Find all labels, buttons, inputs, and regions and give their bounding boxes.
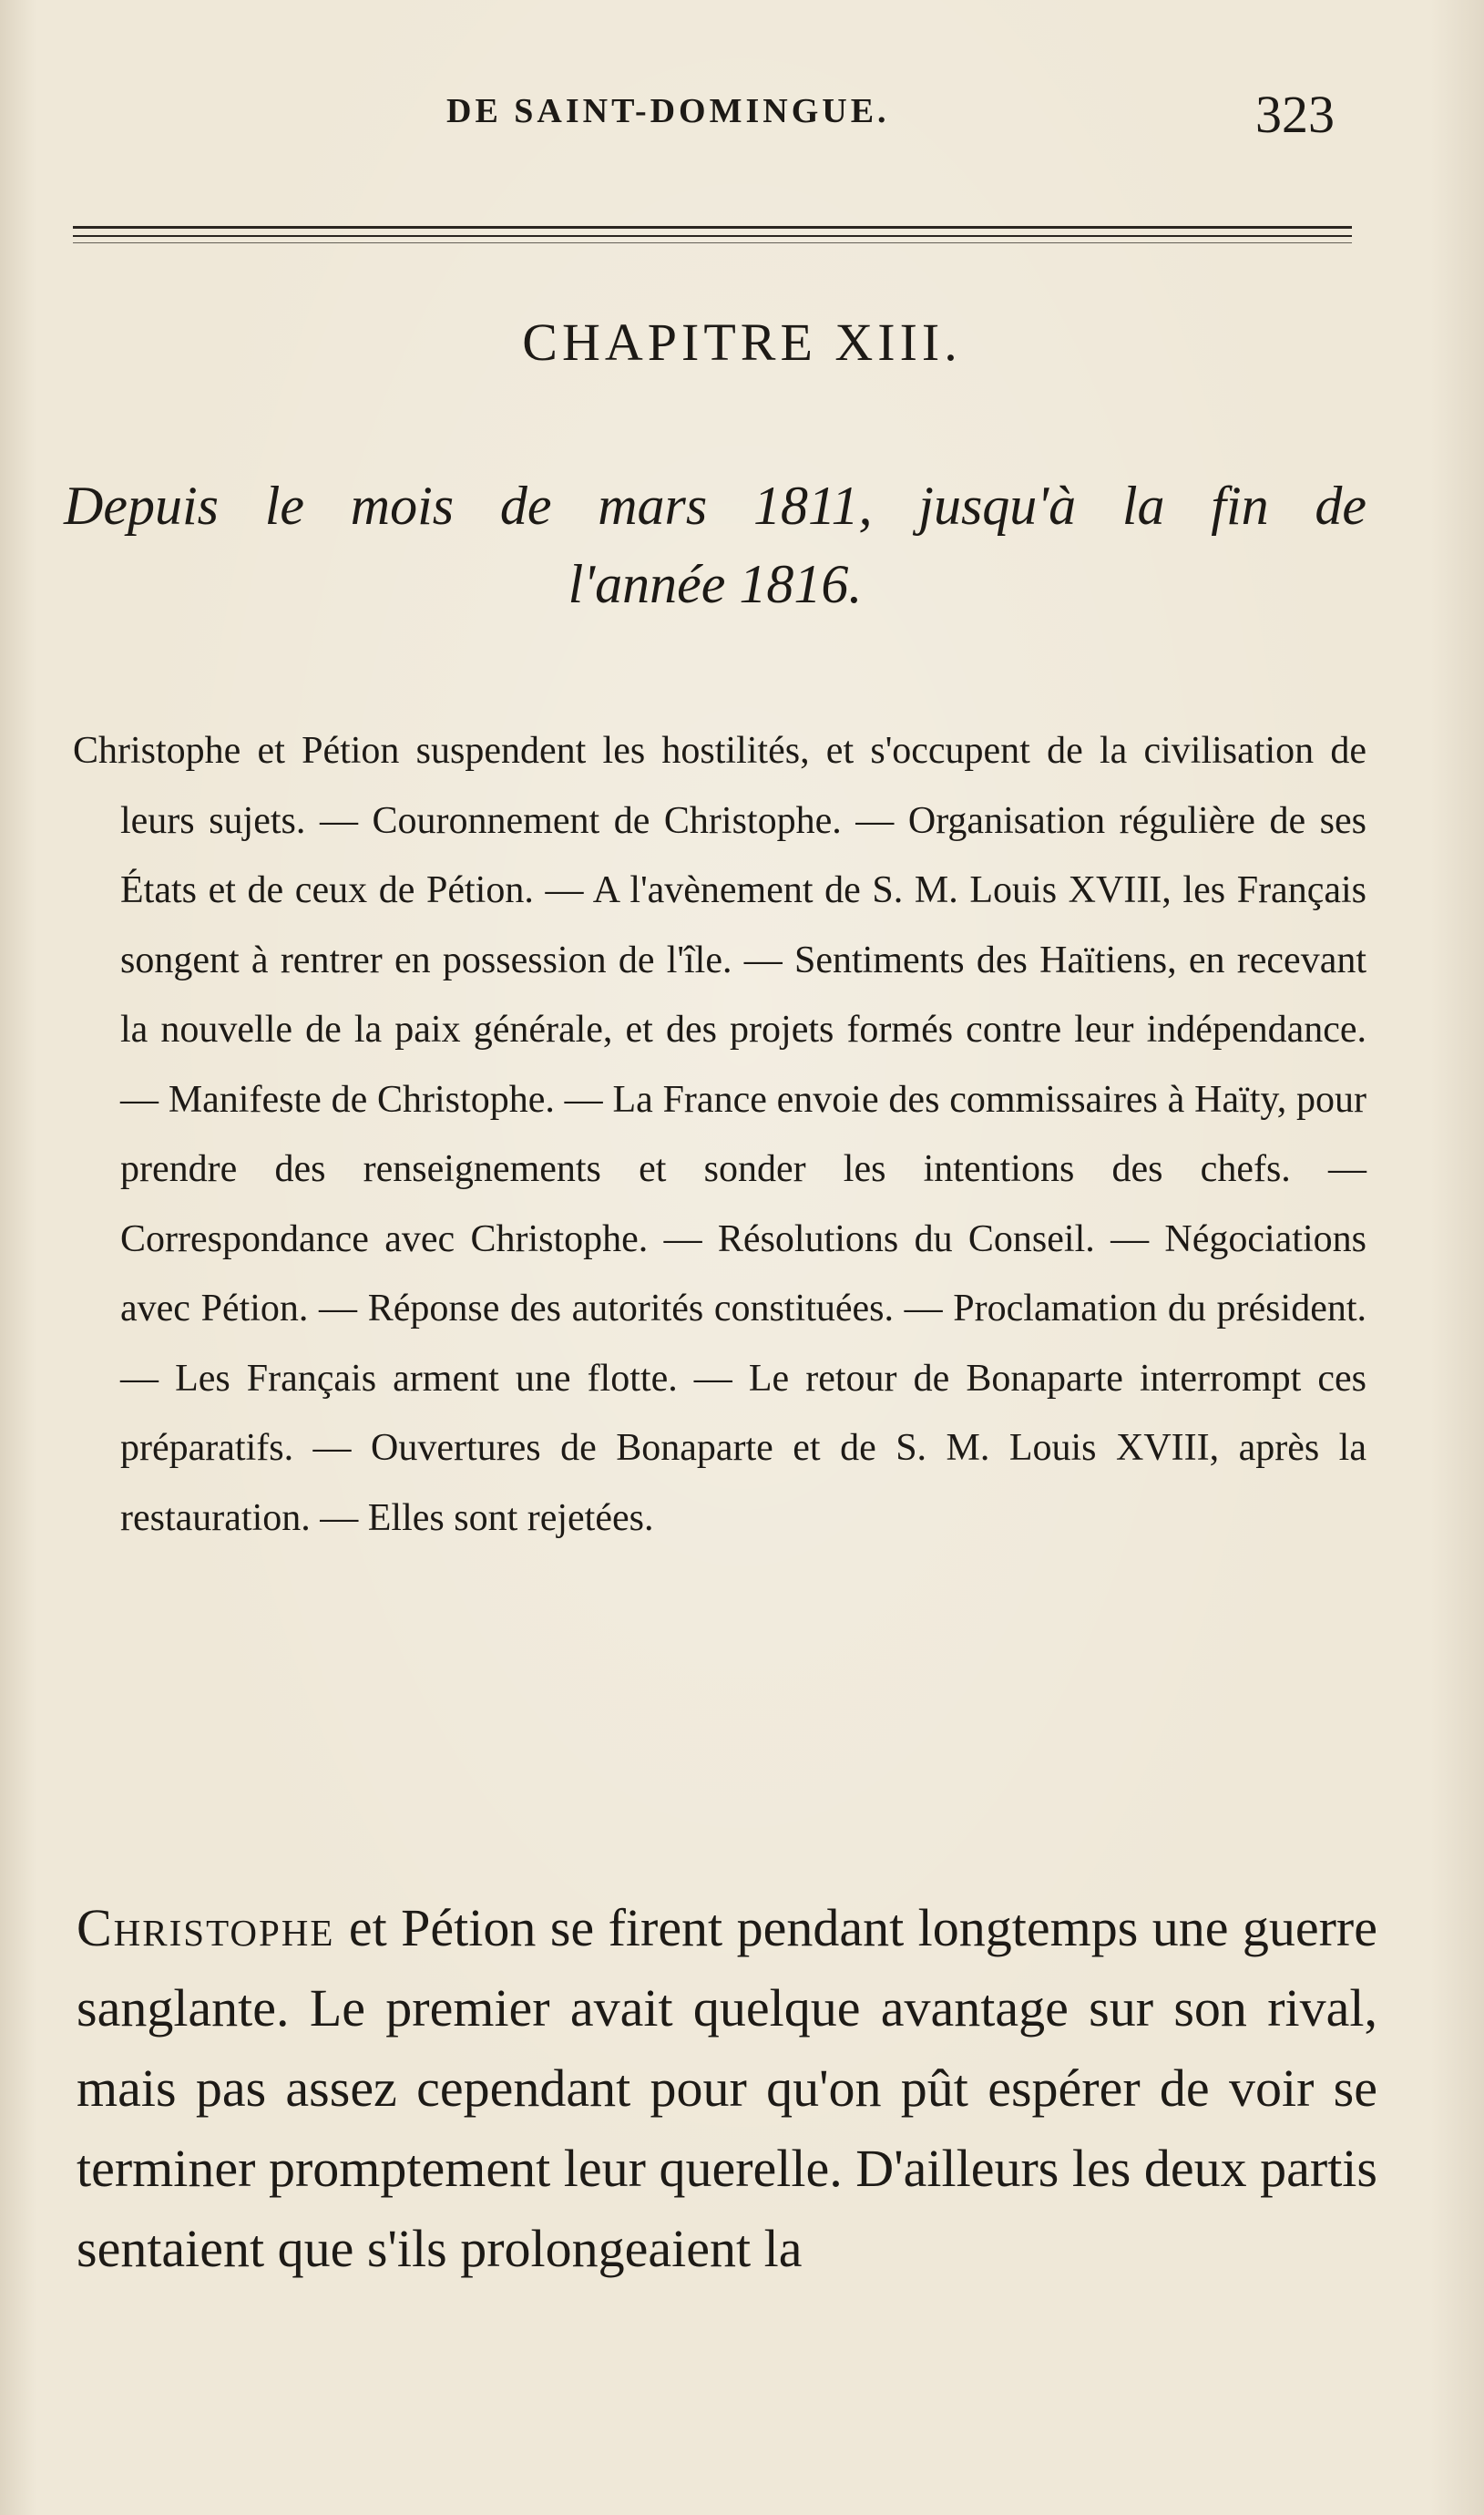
body-first-word: Christophe [77,1898,335,1957]
chapter-subtitle-line-1: Depuis le mois de mars 1811, jusqu'à la fin de [64,476,1366,536]
header-rule-thick [73,226,1352,229]
body-text: et Pétion se firent pendant longtemps une guerre sanglante. Le premier avait quelque avantage sur son rival, mais pas assez cependant pour qu'on pût espérer de voir se terminer promptement leur querelle. D'ailleurs les deux partis sentaient que s'ils prolongeaient la [77,1898,1377,2278]
chapter-subtitle-line-2: l'année 1816. [568,554,863,614]
chapter-summary: Christophe et Pétion suspendent les hostilités, et s'occupent de la civilisation de leurs sujets. — Couronnement de Christophe. — Organisation régulière de ses États et de ceux de Pétion. — A l'avènement de S. M. Louis XVIII, les Français songent à rentrer en possession de l'île. — Sentiments des Haïtiens, en recevant la nouvelle de la paix générale, et des projets formés contre leur indépendance. — Manifeste de Christophe. — La France envoie des commissaires à Haïty, pour prendre des renseignements et sonder les intentions des chefs. — Correspondance avec Christophe. — Résolutions du Conseil. — Négociations avec Pétion. — Réponse des autorités constituées. — Proclamation du président. — Les Français arment une flotte. — Le retour de Bonaparte interrompt ces préparatifs. — Ouvertures de Bonaparte et de S. M. Louis XVIII, après la restauration. — Elles sont rejetées. [73,730,1366,1539]
running-title: DE SAINT-DOMINGUE. [446,92,890,130]
running-head [0,84,1484,144]
page-number: 323 [1255,85,1335,144]
header-rule-middle [73,235,1352,237]
header-rule-thin [73,242,1352,243]
body-paragraph [77,1888,1377,2289]
chapter-title: CHAPITRE XIII. [522,313,962,372]
